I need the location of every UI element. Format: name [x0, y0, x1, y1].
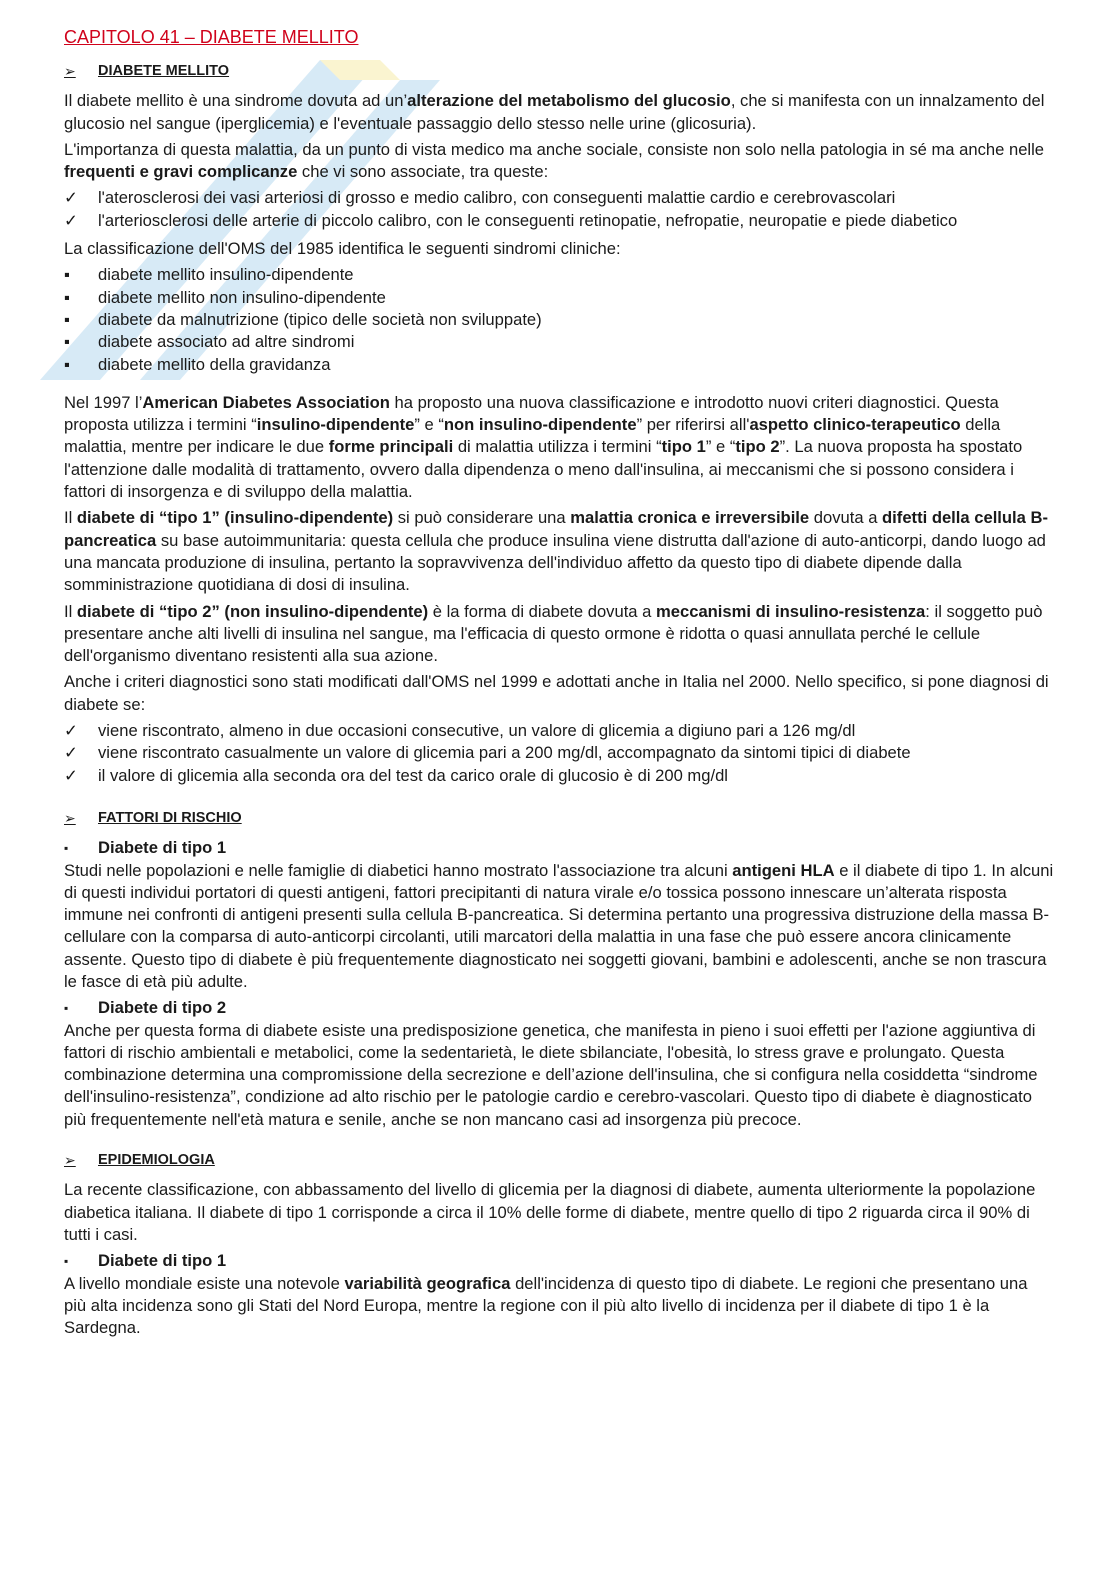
square-bullet-icon: ▪ — [64, 287, 70, 307]
square-bullet-icon: ▪ — [64, 265, 70, 285]
square-bullet-icon: ▪ — [64, 841, 69, 856]
paragraph: Il diabete di “tipo 1” (insulino-dipendente) si può considerare una malattia cronica e irreversibile dovuta a difetti della cellula B-pancreatica su base autoimmunitaria: questa cellula che produce insulina viene distrutta dall'azione di auto-anticorpi, dando luogo ad una mancata produzione di insulina, pertanto la sopravvivenza dell'individuo affetto da questo tipo di diabete dipende dalla somministrazione quotidiana di dosi di insulina. — [64, 508, 1049, 595]
check-icon: ✓ — [64, 743, 78, 763]
paragraph: La recente classificazione, con abbassamento del livello di glicemia per la diagnosi di diabete, aumenta ulteriormente la popolazione diabetica italiana. Il diabete di tipo 1 corrisponde a circa il 10% delle forme di diabete, mentre quello di tipo 2 riguarda circa il 90% di tutti i casi. — [64, 1180, 1036, 1244]
list-item: ▪ diabete mellito insulino-dipendente — [64, 264, 1054, 286]
paragraph: Il diabete di “tipo 2” (non insulino-dipendente) è la forma di diabete dovuta a meccanismi di insulino-resistenza: il soggetto può presentare anche alti livelli di insulina nel sangue, ma l'efficacia di questo ormone è ridotta o quasi annullata perché le cellule dell'organismo diventano resistenti alla sua azione. — [64, 601, 1043, 666]
check-list — [64, 720, 1054, 787]
arrow-bullet-icon: ➢ — [64, 63, 76, 79]
arrow-bullet-icon: ➢ — [64, 1152, 76, 1169]
paragraph: L'importanza di questa malattia, da un punto di vista medico ma anche sociale, consiste non solo nella patologia in sé ma anche nelle frequenti e gravi complicanze che vi sono associate, tra queste: — [64, 139, 1045, 182]
section-heading-fattori: ➢ FATTORI DI RISCHIO — [64, 807, 1054, 829]
list-item: ✓ l'arteriosclerosi delle arterie di piccolo calibro, con le conseguenti retinopatie, nefropatie, neuropatie e piede diabetico — [64, 210, 1054, 232]
check-icon: ✓ — [64, 210, 78, 230]
square-bullet-icon: ▪ — [64, 1254, 69, 1269]
paragraph: Nel 1997 l’American Diabetes Association ha proposto una nuova classificazione e introdotto nuovi criteri diagnostici. Questa proposta utilizza i termini “insulino-dipendente” e “non insulino-dipendente” per riferirsi all'aspetto clinico-terapeutico della malattia, mentre per indicare le due forme principali di malattia utilizza i termini “tipo 1” e “tipo 2”. La nuova proposta ha spostato l'attenzione dalle modalità di trattamento, ovvero dalla dipendenza o meno dall'insulina, ai meccanismi che si possono considera i fattori di insorgenza e di sviluppo della malattia. — [64, 392, 1023, 502]
list-item: ▪ diabete da malnutrizione (tipico delle società non sviluppate) — [64, 309, 1054, 331]
paragraph: Anche i criteri diagnostici sono stati modificati dall'OMS nel 1999 e adottati anche in Italia nel 2000. Nello specifico, si pone diagnosi di diabete se: — [64, 672, 1049, 714]
paragraph: La classificazione dell'OMS del 1985 identifica le seguenti sindromi cliniche: — [64, 239, 621, 259]
paragraph: Studi nelle popolazioni e nelle famiglie di diabetici hanno mostrato l'associazione tra alcuni antigeni HLA e il diabete di tipo 1. In alcuni di questi individui portatori di questi antigeni, fattori precipitanti di natura virale e/o tossica possono innescare un’alterata risposta immune nei confronti di antigeni presenti sulla cellula B-pancreatica. Si determina pertanto una progressiva distruzione della massa B-cellulare con la comparsa di auto-anticorpi circolanti, utili marcatori della malattia in una fase che può essere ancora clinicamente assente. Questo tipo di diabete è più frequentemente diagnosticato nei soggetti giovani, bambini e adolescenti, anche se non trascura le fasce di età più adulte. — [64, 860, 1054, 991]
paragraph: A livello mondiale esiste una notevole variabilità geografica dell'incidenza di questo tipo di diabete. Le regioni che presentano una più alta incidenza sono gli Stati del Nord Europa, mentre la regione con il più alto livello di incidenza per il diabete di tipo 1 è la Sardegna. — [64, 1273, 1028, 1338]
document-page — [64, 24, 1054, 1343]
list-item: ▪ diabete associato ad altre sindromi — [64, 331, 1054, 353]
subheading: ▪ Diabete di tipo 1 — [64, 837, 1054, 859]
chapter-title: CAPITOLO 41 – DIABETE MELLITO — [64, 27, 359, 47]
paragraph: Anche per questa forma di diabete esiste una predisposizione genetica, che manifesta in pieno i suoi effetti per l'azione aggiuntiva di fattori di rischio ambientali e metabolici, come la sedentarietà, le diete sbilanciate, l'obesità, lo stress grave e prolungato. Questa combinazione determina una compromissione della secrezione e dell’azione dell'insulina, che si configura nella cosiddetta “sindrome dell'insulino-resistenza”, condizione ad alto rischio per le patologie cardio e cerebro-vascolari. Questo tipo di diabete è diagnosticato più frequentemente nell'età matura e senile, anche se non mancano casi ad insorgenza più precoce. — [64, 1020, 1038, 1129]
arrow-bullet-icon: ➢ — [64, 809, 76, 826]
list-item: ▪ diabete mellito della gravidanza — [64, 354, 1054, 376]
bullet-list — [64, 264, 1054, 375]
square-bullet-icon: ▪ — [64, 332, 70, 352]
list-item: ✓ l'aterosclerosi dei vasi arteriosi di grosso e medio calibro, con conseguenti malattie cardio e cerebrovascolari — [64, 187, 1054, 209]
square-bullet-icon: ▪ — [64, 309, 70, 329]
list-item: ✓ viene riscontrato, almeno in due occasioni consecutive, un valore di glicemia a digiuno pari a 126 mg/dl — [64, 720, 1054, 742]
check-icon: ✓ — [64, 188, 78, 208]
list-item: ▪ diabete mellito non insulino-dipendente — [64, 287, 1054, 309]
paragraph: Il diabete mellito è una sindrome dovuta ad un’alterazione del metabolismo del glucosio, che si manifesta con un innalzamento del glucosio nel sangue (iperglicemia) e l'eventuale passaggio dello stesso nelle urine (glicosuria). — [64, 91, 1045, 133]
check-icon: ✓ — [64, 721, 78, 741]
list-item: ✓ il valore di glicemia alla seconda ora del test da carico orale di glucosio è di 200 mg/dl — [64, 765, 1054, 787]
subheading: ▪ Diabete di tipo 1 — [64, 1250, 1054, 1272]
check-list — [64, 187, 1054, 232]
square-bullet-icon: ▪ — [64, 354, 70, 374]
list-item: ✓ viene riscontrato casualmente un valore di glicemia pari a 200 mg/dl, accompagnato da sintomi tipici di diabete — [64, 742, 1054, 764]
subheading: ▪ Diabete di tipo 2 — [64, 997, 1054, 1019]
square-bullet-icon: ▪ — [64, 1001, 69, 1016]
section-heading-diabete: ➢ DIABETE MELLITO — [64, 60, 1054, 82]
check-icon: ✓ — [64, 765, 78, 785]
section-heading-epidemiologia: ➢ EPIDEMIOLOGIA — [64, 1149, 1054, 1171]
